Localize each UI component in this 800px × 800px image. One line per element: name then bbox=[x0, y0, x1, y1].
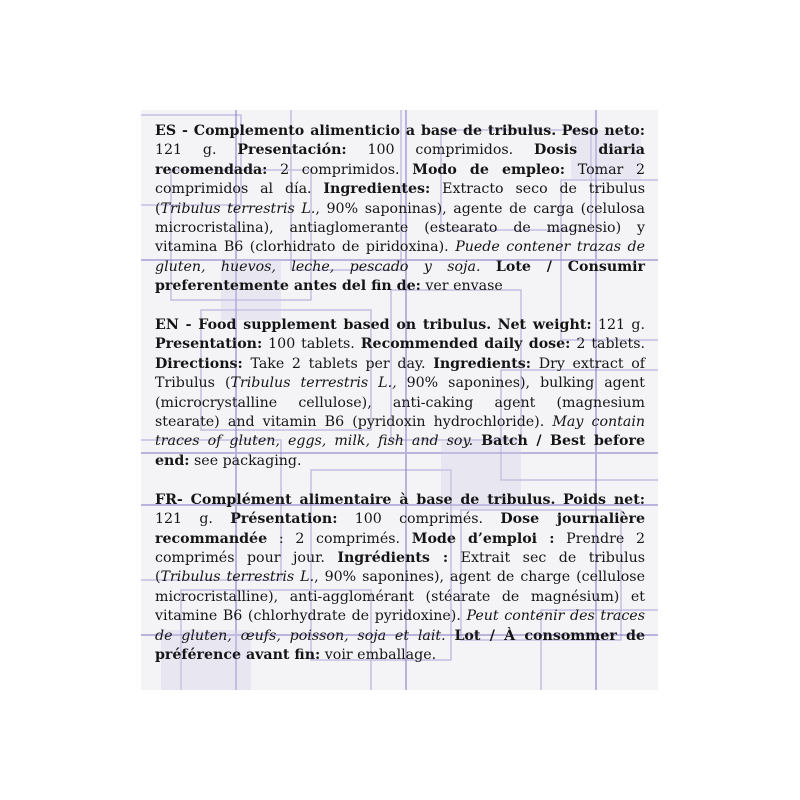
en-ingredients-species: Tribulus terrestris L., bbox=[230, 375, 397, 392]
en-weight: 121 g. bbox=[597, 317, 645, 334]
en-dose-label: Recommended daily dose: bbox=[360, 336, 571, 353]
en-allergens: May contain traces of gluten, eggs, milk, fish and soy. bbox=[155, 414, 645, 450]
en-batch: see packaging. bbox=[194, 452, 302, 469]
fr-presentation-label: Présentation: bbox=[230, 511, 338, 528]
es-lote: ver envase bbox=[425, 278, 503, 295]
product-label bbox=[141, 110, 658, 690]
fr-poids: 121 g. bbox=[155, 511, 213, 528]
es-presentacion: 100 comprimidos. bbox=[367, 142, 514, 159]
es-ingredientes-species: Tribulus terrestris L. bbox=[160, 200, 316, 217]
es-dosis-label: Dosis diaria recomendada: bbox=[155, 142, 645, 178]
es-modo: Tomar 2 comprimidos al día. bbox=[155, 161, 646, 198]
es-ingredientes-label: Ingredientes: bbox=[323, 181, 431, 198]
label-text bbox=[155, 122, 645, 685]
fr-mode-label: Mode d’emploi : bbox=[411, 530, 555, 547]
fr-heading: FR- Complément alimentaire à base de tribulus. bbox=[155, 491, 556, 508]
section-en bbox=[155, 316, 645, 471]
en-directions: Take 2 tablets per day. bbox=[250, 355, 426, 372]
fr-dose: : 2 comprimés. bbox=[278, 530, 401, 547]
en-presentation-label: Presentation: bbox=[155, 336, 263, 353]
es-ingredientes-1: Extracto seco de tribulus ( bbox=[155, 181, 646, 217]
es-peso: 121 g. bbox=[155, 142, 217, 159]
fr-ingredients-label: Ingrédients : bbox=[337, 549, 449, 566]
section-fr bbox=[155, 491, 645, 666]
en-ingredients-label: Ingredients: bbox=[433, 355, 532, 372]
fr-dose-label: Dose journalière recommandée bbox=[155, 511, 646, 547]
es-dosis: 2 comprimidos. bbox=[280, 161, 400, 178]
en-weight-label: Net weight: bbox=[497, 317, 592, 334]
fr-lot-label: Lot / À consommer de préférence avant fin: bbox=[155, 627, 646, 663]
fr-presentation: 100 comprimés. bbox=[354, 511, 484, 528]
section-es bbox=[155, 122, 645, 297]
en-batch-label: Batch / Best before end: bbox=[155, 433, 646, 469]
es-presentacion-label: Presentación: bbox=[237, 142, 347, 159]
es-modo-label: Modo de empleo: bbox=[412, 161, 566, 178]
es-heading: ES - Complemento alimenticio a base de tribulus. bbox=[155, 123, 557, 139]
es-lote-label: Lote / Consumir preferentemente antes del fin de: bbox=[155, 258, 646, 295]
en-ingredients-1: Dry extract of Tribulus ( bbox=[155, 355, 645, 392]
fr-ingredients-species: Tribulus terrestris L. bbox=[160, 569, 315, 586]
fr-ingredients-1: Extrait sec de tribulus ( bbox=[155, 549, 645, 586]
en-presentation: 100 tablets. bbox=[268, 336, 355, 353]
fr-poids-label: Poids net: bbox=[562, 491, 646, 508]
en-heading: EN - Food supplement based on tribulus. bbox=[155, 317, 492, 334]
fr-ingredients-2: , 90% saponines), agent de charge (cellulose microcristalline), anti-agglomérant (stéarate de magnésium) et vitamine B6 (chlorhydrate de pyridoxine). bbox=[155, 569, 645, 625]
fr-mode: Prendre 2 comprimés pour jour. bbox=[155, 530, 646, 566]
fr-allergenes: Peut contenir des traces de gluten, œufs, poisson, soja et lait. bbox=[155, 608, 645, 644]
fr-lot: voir emballage. bbox=[324, 646, 437, 663]
es-alergenos: Puede contener trazas de gluten, huevos, leche, pescado y soja. bbox=[155, 239, 645, 275]
es-ingredientes-2: , 90% saponinas), agente de carga (celulosa microcristalina), antiaglomerante (estearato de magnesio) y vitamina B6 (clorhidrato de piridoxina). bbox=[155, 200, 645, 256]
es-peso-label: Peso neto: bbox=[561, 123, 645, 139]
en-directions-label: Directions: bbox=[155, 355, 243, 372]
en-ingredients-2: 90% saponines), bulking agent (microcrystalline cellulose), anti-caking agent (magnesium stearate) and vitamin B6 (pyridoxin hydrochloride). bbox=[155, 375, 645, 431]
en-dose: 2 tablets. bbox=[576, 336, 645, 353]
